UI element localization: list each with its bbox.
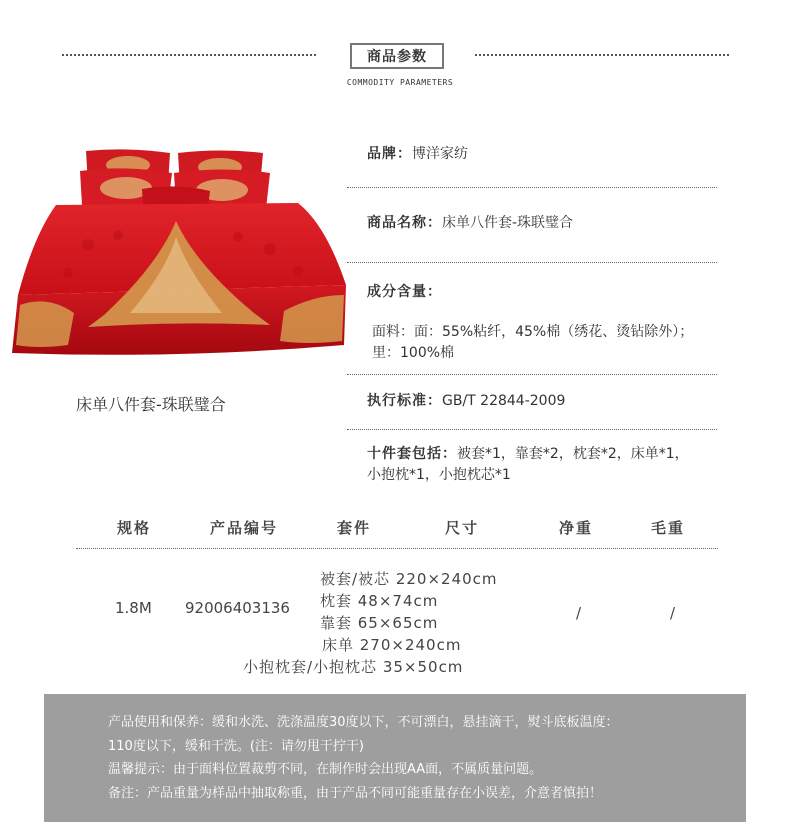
param-composition-detail — [372, 322, 693, 364]
param-contents — [367, 444, 689, 486]
param-product-name — [367, 213, 573, 234]
product-caption: 床单八件套-珠联璧合 — [76, 395, 226, 414]
set-item-cushion-cover: 靠套 65×65cm — [320, 614, 439, 632]
table-header-gross-weight: 毛重 — [650, 519, 685, 537]
table-header-set: 套件 — [336, 519, 371, 537]
care-line-1: 产品使用和保养：缓和水洗、洗涤温度30度以下，不可漂白，悬挂滴干，熨斗底板温度： — [108, 715, 619, 730]
remark-line: 备注：产品重量为样品中抽取称重，由于产品不同可能重量存在小误差，介意者慎拍！ — [108, 785, 603, 801]
param-standard-key: 执行标准： — [367, 393, 442, 409]
param-composition-key: 成分含量： — [367, 284, 442, 300]
param-brand-value: 博洋家纺 — [412, 146, 468, 162]
param-separator — [347, 187, 717, 188]
param-separator — [347, 429, 717, 430]
gold-border-left — [16, 301, 74, 347]
notes-box — [44, 694, 746, 822]
table-cell-net-weight: / — [576, 604, 582, 622]
param-separator — [347, 262, 717, 263]
product-image — [8, 145, 348, 360]
care-line-2: 110度以下，缓和干洗。(注：请勿甩干拧干) — [108, 738, 364, 754]
tip-line: 温馨提示：由于面料位置裁剪不同，在制作时会出现AA面，不属质量问题。 — [108, 762, 543, 777]
param-standard-value: GB/T 22844-2009 — [442, 393, 566, 409]
param-composition-label — [367, 282, 442, 303]
composition-line-2: 里：100%棉 — [372, 345, 455, 361]
table-header-net-weight: 净重 — [558, 519, 593, 537]
section-subtitle: COMMODITY PARAMETERS — [346, 78, 454, 87]
contents-line-2: 小抱枕*1，小抱枕芯*1 — [367, 467, 511, 483]
param-name-value: 床单八件套-珠联璧合 — [442, 215, 574, 231]
param-separator — [347, 374, 717, 375]
header-divider-left — [62, 54, 316, 56]
set-item-duvet: 被套/被芯 220×240cm — [320, 570, 498, 588]
table-cell-spec: 1.8M — [115, 599, 152, 617]
param-brand — [367, 144, 468, 165]
table-header-spec: 规格 — [116, 519, 151, 537]
set-item-small-pillow: 小抱枕套/小抱枕芯 35×50cm — [243, 658, 464, 676]
table-cell-gross-weight: / — [670, 604, 676, 622]
table-header-code: 产品编号 — [209, 519, 278, 537]
param-standard — [367, 391, 565, 412]
set-item-bedsheet: 床单 270×240cm — [322, 636, 462, 654]
table-header-size: 尺寸 — [444, 519, 479, 537]
set-item-pillowcase: 枕套 48×74cm — [320, 592, 439, 610]
section-title: 商品参数 — [350, 43, 444, 69]
contents-line-1: 被套*1，靠套*2，枕套*2，床单*1， — [457, 446, 689, 462]
table-separator — [76, 548, 718, 549]
composition-line-1: 面料：面：55%粘纤，45%棉（绣花、烫钻除外）； — [372, 324, 694, 340]
param-name-key: 商品名称： — [367, 215, 442, 231]
header-divider-right — [475, 54, 729, 56]
param-contents-key: 十件套包括： — [367, 446, 457, 462]
param-brand-key: 品牌： — [367, 146, 412, 162]
table-cell-code: 92006403136 — [185, 599, 290, 617]
